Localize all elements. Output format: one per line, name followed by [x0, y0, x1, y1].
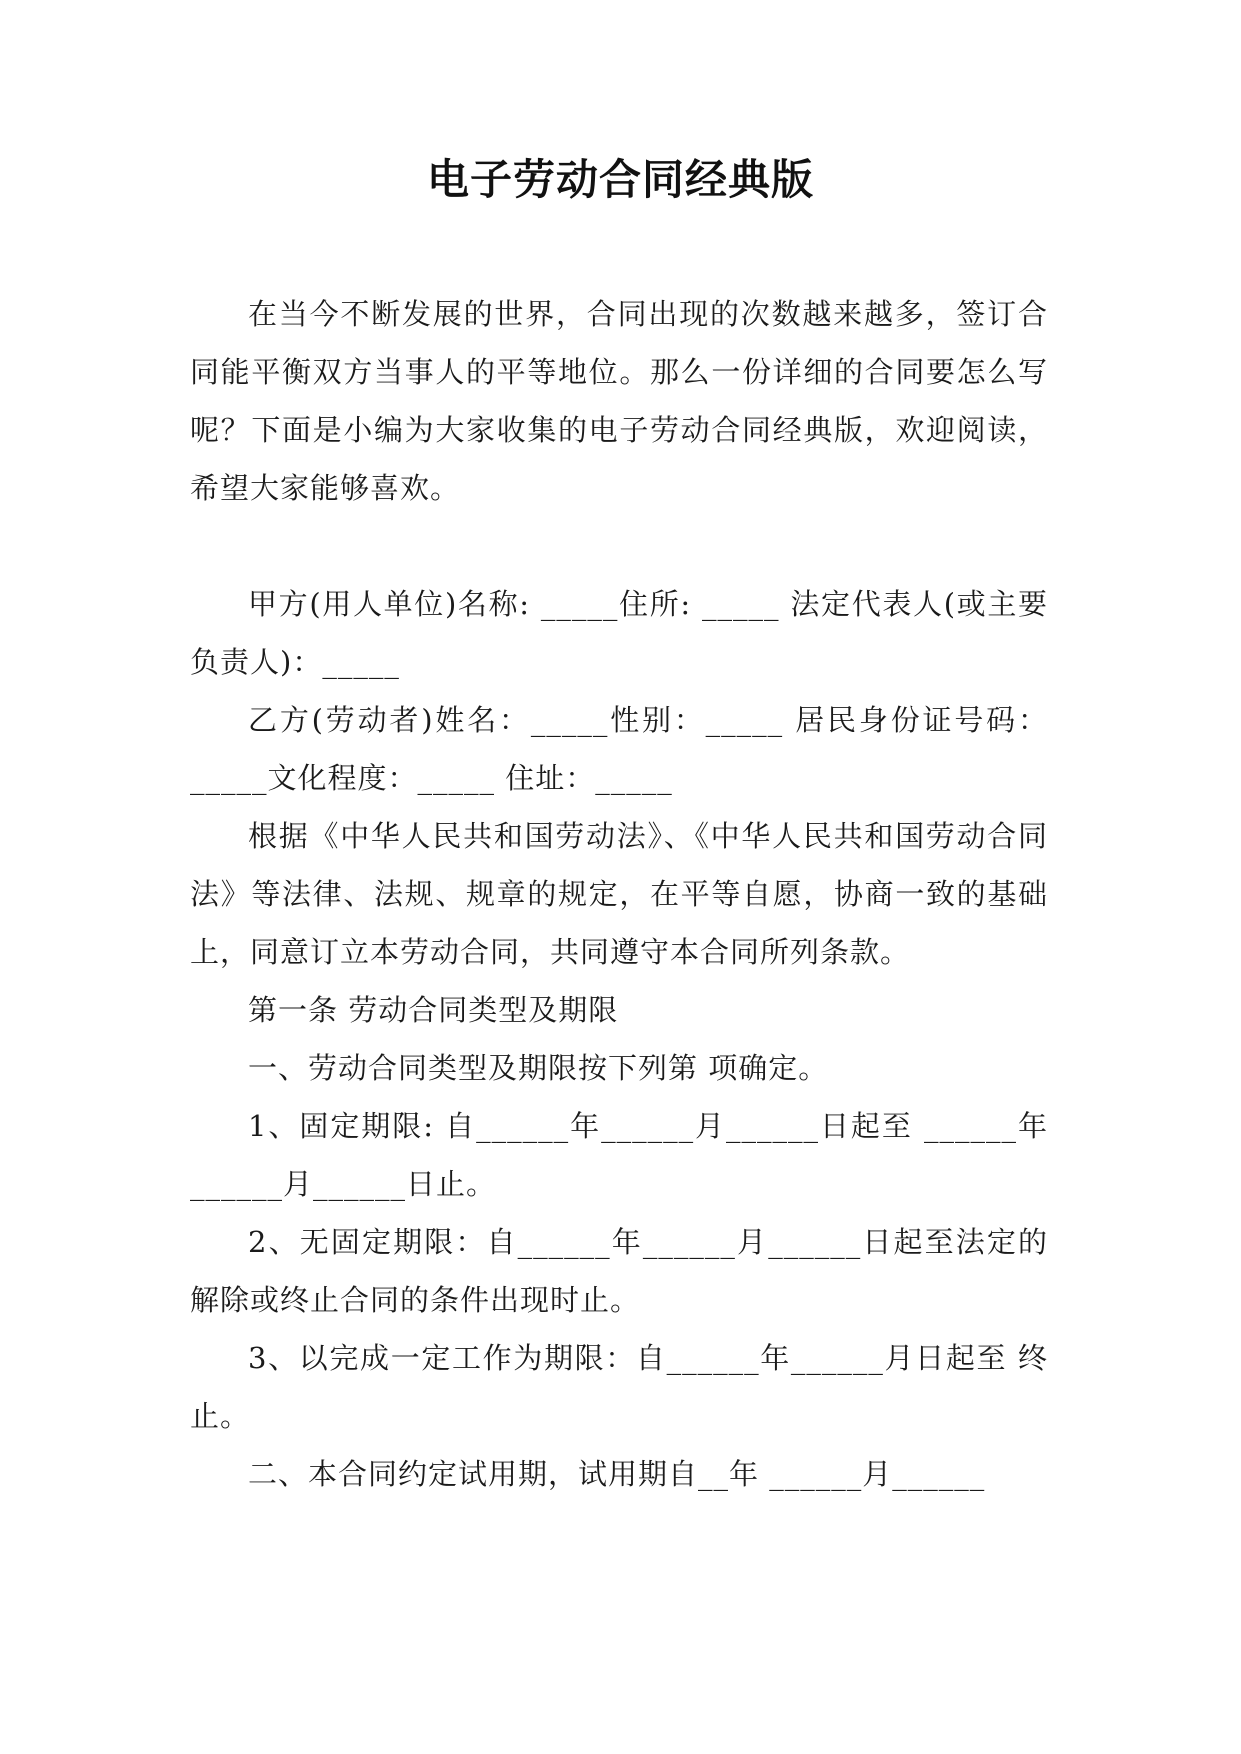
- party-a-paragraph: 甲方(用人单位)名称: _____住所: _____ 法定代表人(或主要负责人)：_____: [190, 587, 1048, 679]
- clause-paragraph: 1、固定期限: 自______年______月______日起至 ______年 ______月______日止。: [190, 1109, 1048, 1201]
- clause-paragraph: 2、无固定期限：自______年______月______日起至法定的解除或终止合同的条件出现时止。: [190, 1225, 1048, 1317]
- intro-paragraph: 在当今不断发展的世界，合同出现的次数越来越多，签订合同能平衡双方当事人的平等地位。那么一份详细的合同要怎么写呢？下面是小编为大家收集的电子劳动合同经典版，欢迎阅读，希望大家能够喜欢。: [190, 297, 1048, 505]
- clause-paragraph: 3、以完成一定工作为期限：自______年______月日起至 终止。: [190, 1341, 1048, 1433]
- document-title: 电子劳动合同经典版: [426, 155, 814, 204]
- clause-paragraph: 二、本合同约定试用期，试用期自__年 ______月______: [248, 1457, 986, 1491]
- party-b-paragraph: 乙方(劳动者)姓名：_____性别：_____ 居民身份证号码：_____文化程度：_____ 住址：_____: [190, 703, 1048, 795]
- legal-basis-paragraph: 根据《中华人民共和国劳动法》、《中华人民共和国劳动合同法》等法律、法规、规章的规定，在平等自愿，协商一致的基础上，同意订立本劳动合同，共同遵守本合同所列条款。: [190, 819, 1048, 969]
- article-one-heading: 第一条 劳动合同类型及期限: [248, 993, 619, 1027]
- paragraph-spacer: [190, 517, 1048, 575]
- document-body: [190, 285, 1048, 1503]
- clause-paragraph: 一、劳动合同类型及期限按下列第 项确定。: [248, 1051, 829, 1085]
